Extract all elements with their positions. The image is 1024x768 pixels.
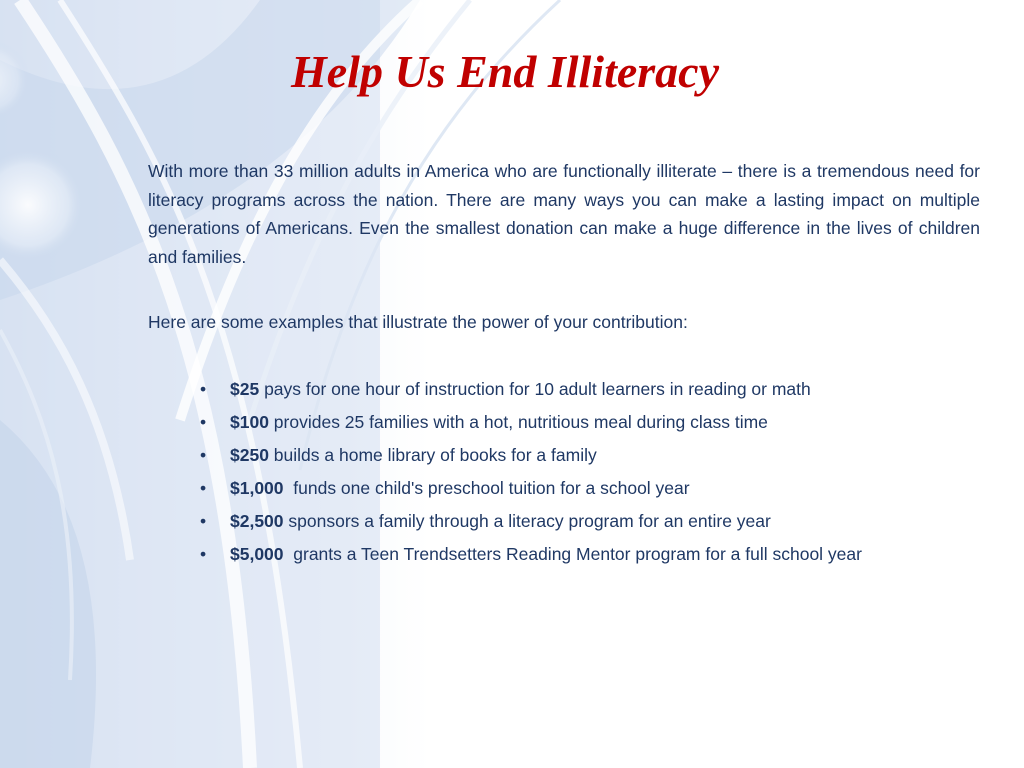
bullet-icon: • — [200, 543, 207, 564]
list-item — [148, 538, 980, 571]
donation-amount: $1,000 — [230, 477, 284, 498]
list-item — [148, 505, 980, 538]
list-item — [148, 373, 980, 406]
donation-description: pays for one hour of instruction for 10 adult learners in reading or math — [259, 378, 811, 399]
bullet-icon: • — [200, 411, 207, 432]
list-item — [148, 472, 980, 505]
bullet-icon: • — [200, 510, 207, 531]
bullet-icon: • — [200, 444, 207, 465]
content-area — [148, 157, 980, 571]
donation-description: sponsors a family through a literacy program for an entire year — [283, 510, 771, 531]
intro-paragraph: With more than 33 million adults in America who are functionally illiterate – there is a tremendous need for literacy programs across the nation. There are many ways you can make a lasting impact on multiple generations of Americans. Even the smallest donation can make a huge difference in the lives of children and families. — [148, 161, 980, 267]
donation-amount: $2,500 — [230, 510, 284, 531]
list-item — [148, 439, 980, 472]
donation-amount: $5,000 — [230, 543, 284, 564]
donation-amount: $25 — [230, 378, 260, 399]
donation-description: grants a Teen Trendsetters Reading Mentor program for a full school year — [283, 543, 862, 564]
lead-sentence: Here are some examples that illustrate the power of your contribution: — [148, 312, 688, 332]
slide-title: Help Us End Illiteracy — [290, 46, 720, 97]
list-item — [148, 406, 980, 439]
donation-list — [148, 373, 980, 571]
donation-description: provides 25 families with a hot, nutritious meal during class time — [268, 411, 768, 432]
donation-description: builds a home library of books for a family — [268, 444, 597, 465]
bullet-icon: • — [200, 477, 207, 498]
bullet-icon: • — [200, 378, 207, 399]
donation-amount: $100 — [230, 411, 269, 432]
donation-amount: $250 — [230, 444, 269, 465]
donation-description: funds one child's preschool tuition for a school year — [283, 477, 690, 498]
